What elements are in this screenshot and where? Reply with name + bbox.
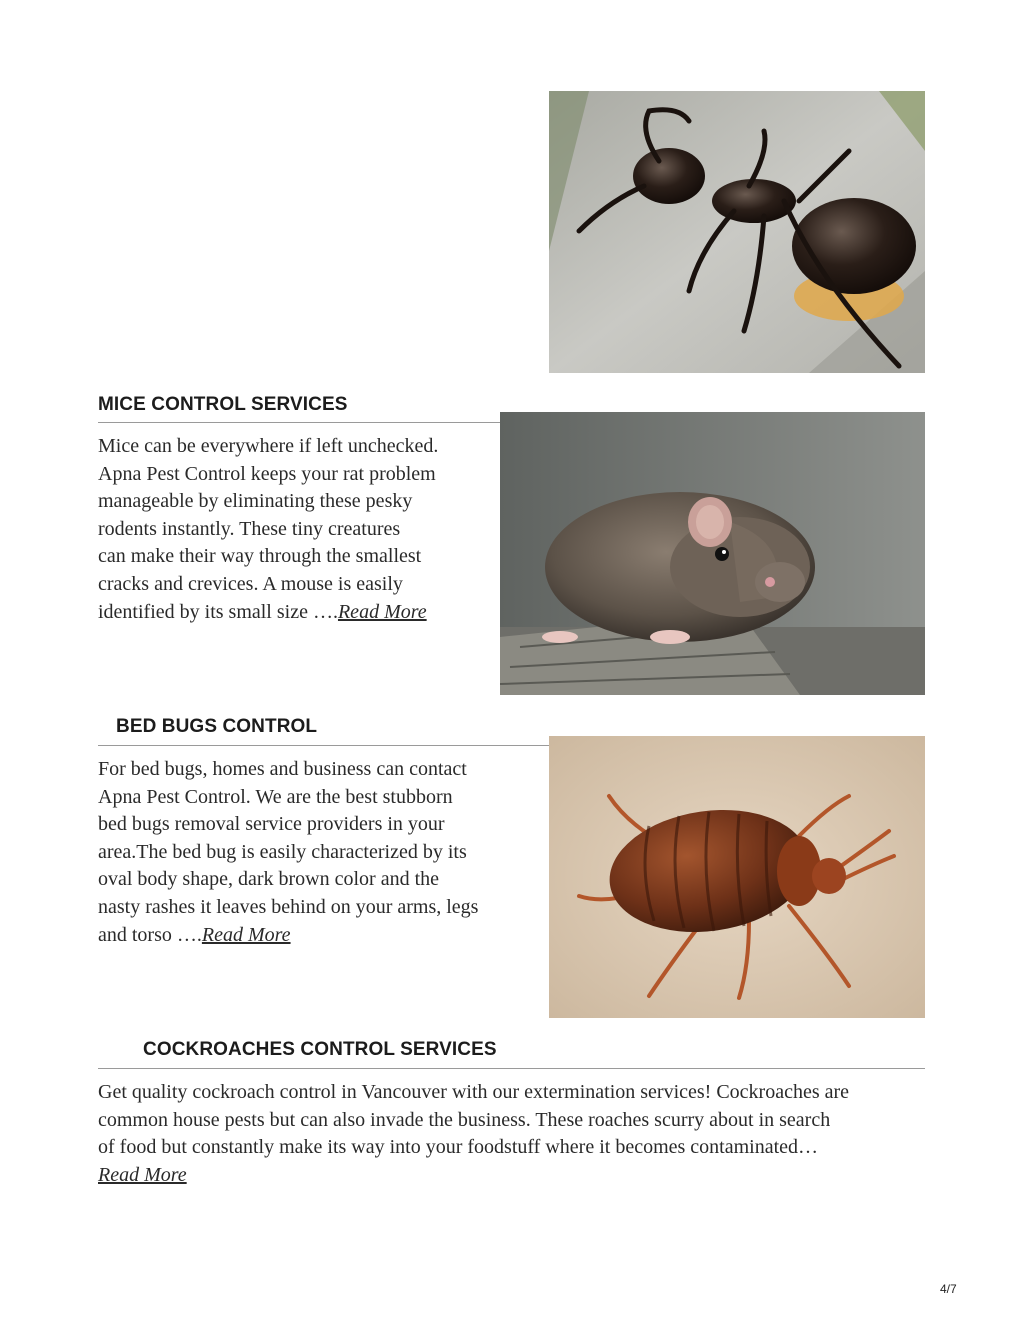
cockroaches-read-more-link[interactable]: Read More [98,1163,187,1186]
mice-line-5: can make their way through the smallest [98,545,422,568]
page-number: 4/7 [940,1282,957,1296]
mice-line-6: cracks and crevices. A mouse is easily [98,572,403,595]
bed-bugs-heading: BED BUGS CONTROL [116,716,318,737]
mice-divider [98,422,500,423]
mice-line-1: Mice can be everywhere if left unchecked. [98,435,439,457]
bed-bugs-line-4: area.The bed bug is easily characterized by its [98,840,467,863]
bed-bugs-line-1: For bed bugs, homes and business can contact [98,758,467,780]
mice-line-2: Apna Pest Control keeps your rat problem [98,462,436,485]
mice-line-3: manageable by eliminating these pesky [98,490,413,513]
mice-line-4: rodents instantly. These tiny creatures [98,517,401,540]
bed-bugs-line-6: nasty rashes it leaves behind on your arms, legs [98,895,479,918]
cockroaches-heading: COCKROACHES CONTROL SERVICES [143,1039,497,1060]
cockroaches-line-4 [98,1162,928,1190]
cockroaches-line-3: of food but constantly make its way into your foodstuff where it becomes contaminated… [98,1136,819,1159]
mice-description [98,433,498,626]
cockroaches-line-2: common house pests but can also invade the business. These roaches scurry about in search [98,1108,831,1131]
bed-bugs-read-more-link[interactable]: Read More [201,923,291,946]
rat-photo [500,412,925,695]
mice-line-7: identified by its small size ….Read More [98,600,427,623]
ant-photo [549,91,925,373]
mice-heading: MICE CONTROL SERVICES [98,394,348,415]
cockroaches-description [98,1079,928,1189]
mice-read-more-link[interactable]: Read More [337,600,427,623]
cockroaches-divider [98,1068,925,1069]
bed-bugs-divider [98,745,549,746]
cockroaches-line-1: Get quality cockroach control in Vancouver with our extermination services! Cockroaches are [98,1081,850,1103]
bed-bug-photo [549,736,925,1018]
bed-bugs-description [98,756,548,949]
bed-bugs-line-3: bed bugs removal service providers in your [98,813,445,836]
bed-bugs-line-7: and torso ….Read More [98,923,291,946]
bed-bugs-line-5: oval body shape, dark brown color and the [98,868,440,891]
bed-bugs-line-2: Apna Pest Control. We are the best stubborn [98,785,453,808]
